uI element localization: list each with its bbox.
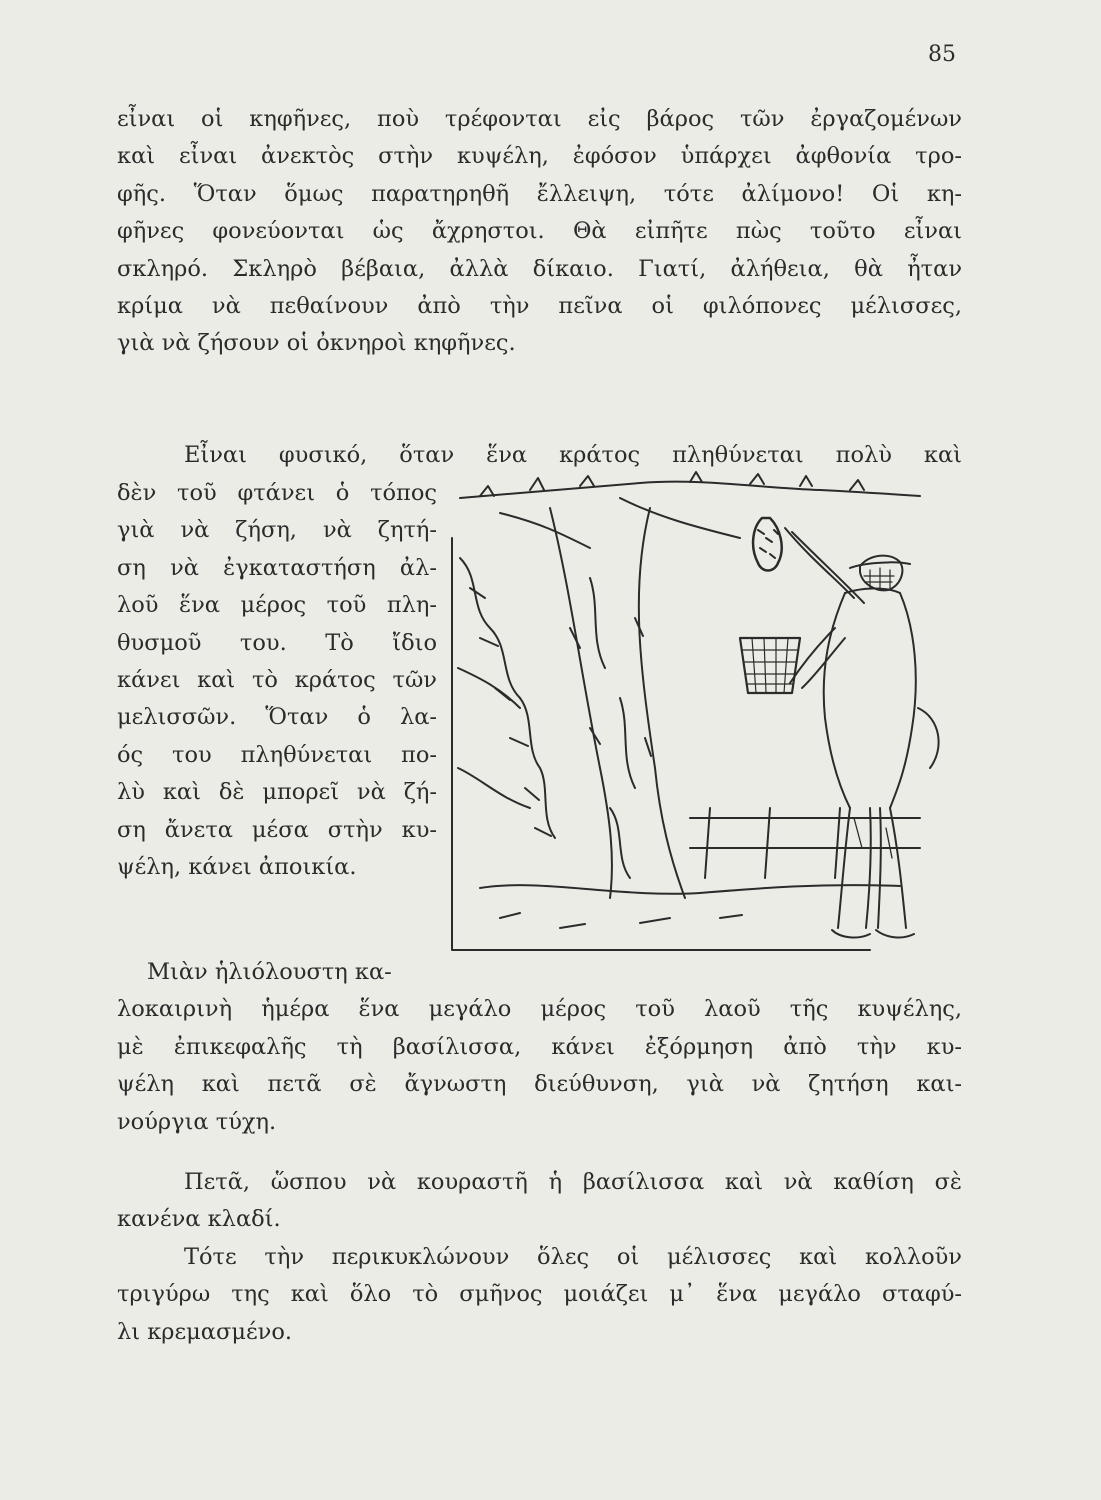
text-line: κάνει καὶ τὸ κράτος τῶν bbox=[117, 667, 437, 694]
text-line: μελισσῶν. Ὅταν ὁ λα- bbox=[117, 704, 437, 731]
text-line: δὲν τοῦ φτάνει ὁ τόπος bbox=[117, 480, 437, 506]
text-line: ση ἄνετα μέσα στὴν κυ- bbox=[117, 816, 437, 843]
text-line: κρίμα νὰ πεθαίνουν ἀπὸ τὴν πεῖνα οἱ φιλόπονες μέλισσες, bbox=[117, 293, 962, 320]
text-line: θυσμοῦ του. Τὸ ἴδιο bbox=[117, 629, 437, 656]
text-line: κανένα κλαδί. bbox=[117, 1206, 281, 1233]
text-line: ψέλη καὶ πετᾶ σὲ ἄγνωστη διεύθυνση, γιὰ νὰ ζητήση και- bbox=[117, 1071, 962, 1098]
paragraph-3 bbox=[117, 954, 962, 1141]
text-line: νούργια τύχη. bbox=[117, 1108, 277, 1135]
text-line: λὺ καὶ δὲ μπορεῖ νὰ ζή- bbox=[117, 779, 437, 806]
text-line: Τότε τὴν περικυκλώνουν ὅλες οἱ μέλισσες καὶ κολλοῦν bbox=[184, 1244, 962, 1270]
text-line: Εἶναι φυσικό, ὅταν ἕνα κράτος πληθύνεται πολὺ καὶ bbox=[184, 442, 962, 468]
text-line: λοκαιρινὴ ἡμέρα ἕνα μεγάλο μέρος τοῦ λαοῦ τῆς κυψέλης, bbox=[117, 996, 962, 1023]
page-number: 85 bbox=[928, 42, 956, 67]
text-line: Πετᾶ, ὥσπου νὰ κουραστῆ ἡ βασίλισσα καὶ νὰ καθίση σὲ bbox=[184, 1169, 962, 1195]
paragraph-2-column bbox=[117, 475, 437, 886]
paragraph-1 bbox=[117, 101, 962, 363]
beekeeper-illustration bbox=[440, 468, 960, 958]
paragraph-5 bbox=[117, 1239, 962, 1351]
text-line: μὲ ἐπικεφαλῆς τὴ βασίλισσα, κάνει ἐξόρμηση ἀπὸ τὴν κυ- bbox=[117, 1033, 962, 1060]
text-line: καὶ εἶναι ἀνεκτὸς στὴν κυψέλη, ἐφόσον ὑπάρχει ἀφθονία τρο- bbox=[117, 143, 962, 170]
text-line: γιὰ νὰ ζήση, νὰ ζητή- bbox=[117, 517, 437, 544]
text-line: σκληρό. Σκληρὸ βέβαια, ἀλλὰ δίκαιο. Γιατί, ἀλήθεια, θὰ ἦταν bbox=[117, 255, 962, 282]
text-line: ός του πληθύνεται πο- bbox=[117, 741, 437, 768]
text-line: τριγύρω της καὶ ὅλο τὸ σμῆνος μοιάζει μ᾽ ἕνα μεγάλο σταφύ- bbox=[117, 1281, 962, 1308]
text-line: εἶναι οἱ κηφῆνες, ποὺ τρέφονται εἰς βάρος τῶν ἐργαζομένων bbox=[117, 106, 962, 132]
paragraph-4 bbox=[117, 1164, 962, 1239]
text-line: Μιὰν ἡλιόλουστη κα- bbox=[147, 959, 392, 985]
text-line: λοῦ ἕνα μέρος τοῦ πλη- bbox=[117, 592, 437, 619]
text-line: γιὰ νὰ ζήσουν οἱ ὀκνηροὶ κηφῆνες. bbox=[117, 330, 516, 357]
text-line: ση νὰ ἐγκαταστήση ἀλ- bbox=[117, 554, 437, 581]
text-line: φῆς. Ὅταν ὅμως παρατηρηθῆ ἔλλειψη, τότε ἀλίμονο! Οἱ κη- bbox=[117, 180, 962, 207]
text-line: ψέλη, κάνει ἀποικία. bbox=[117, 854, 357, 881]
text-line: φῆνες φονεύονται ὡς ἄχρηστοι. Θὰ εἰπῆτε πὼς τοῦτο εἶναι bbox=[117, 218, 962, 245]
text-line: λι κρεμασμένο. bbox=[117, 1318, 293, 1345]
